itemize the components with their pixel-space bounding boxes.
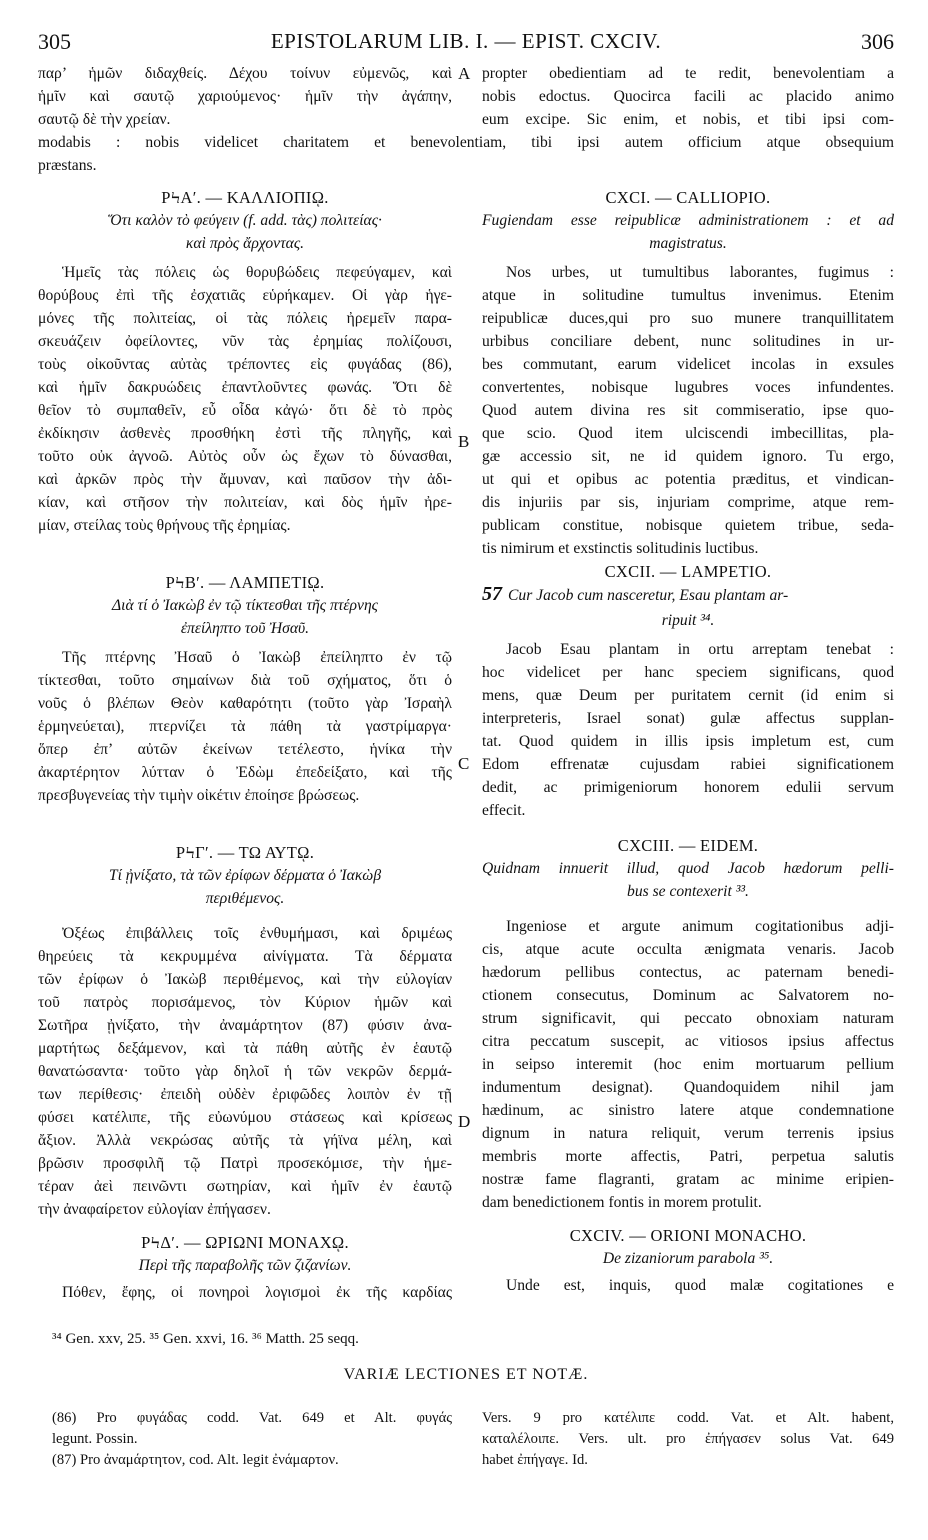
letter-subtitle: bus se contexerit ³³. xyxy=(627,883,749,900)
text-line: eum excipe. Sic enim, et nobis, et tibi ipsi com- xyxy=(482,111,894,128)
text-line: Edom effrenatæ cujusdam rabiei significationem xyxy=(482,756,894,773)
column-marker-b: B xyxy=(458,432,470,451)
text-line: σκευάζειν ὀφείλοντες, νῦν τὰς ἐρημίας πολίζουσι, xyxy=(38,333,452,350)
text-line: Ὀξέως ἐπιβάλλεις τοῖς ἐνθυμήμασι, καὶ δριμέως xyxy=(62,925,452,942)
text-line: ἡμῖν καὶ σαυτῷ χαριούμενος· ἡμῖν τὴν ἀγάπην, xyxy=(38,88,452,105)
letter-greek-192 xyxy=(38,571,452,807)
text-line: Quod autem divina res sit commiseratio, ipse quo- xyxy=(482,402,894,419)
greek-column xyxy=(38,62,452,1304)
text-line: θανατώσαντα· τοῦτο γὰρ δηλοῖ ἡ τῶν νεκρῶν δερμά- xyxy=(38,1063,452,1080)
text-line: τῶν ἐρίφων ὁ Ἰακὼβ περιθέμενος, καὶ τὴν εὐλογίαν xyxy=(38,971,452,988)
running-title: EPISTOLARUM LIB. I. — EPIST. CXCIV. xyxy=(270,29,662,53)
letter-subtitle: Fugiendam esse reipublicæ administrationem : et ad xyxy=(482,212,894,229)
text-line: Unde est, inquis, quod malæ cogitationes e xyxy=(506,1277,894,1294)
text-line: indumentum designat). Quandoquidem nihil jam xyxy=(482,1079,894,1096)
text-line: σαυτῷ δὲ τὴν χρείαν. xyxy=(38,111,171,128)
text-line: μίαν, στείλας τοὺς θρήνους τῆς ἐρημίας. xyxy=(38,517,291,534)
text-line: τὴν ἀναφαίρετον εὐλογίαν ἐπήγασεν. xyxy=(38,1201,271,1218)
text-line: τοῦτο οὐκ ἀγνοῶ. Αὐτὸς οὖν ὡς ἔχων τὸ δύνασθαι, xyxy=(38,448,452,465)
letter-greek-193 xyxy=(38,841,452,1221)
text-line: Σωτῆρα ᾐνίξατο, τὴν ἀναμάρτητον (87) φύσιν ἀνα- xyxy=(38,1017,452,1034)
text-line: tis nimirum et exstinctis solitudinis luctibus. xyxy=(482,540,759,557)
notes-left-column xyxy=(52,1408,452,1471)
text-line: dis injuriis par sis, injuriam comprime, atque rem- xyxy=(482,494,894,511)
text-line: τίκτεσθαι, τοῦτο σημαίνων διὰ τοῦ σχήματος, ὅτι ὁ xyxy=(38,672,452,689)
text-line: ὅπερ ἐπ’ αὐτῶν ἐκείνων τετέλεστο, ἡνίκα τὴν xyxy=(38,741,452,758)
text-line: Ἡμεῖς τὰς πόλεις ὡς θορυβώδεις πεφεύγαμεν, καὶ xyxy=(62,264,452,281)
text-line: convertentes, nobisque lugubres voces infundentes. xyxy=(482,379,894,396)
letter-heading: CXCII. — LAMPETIO. xyxy=(604,562,772,581)
text-line: cis, atque acute occulta ænigmata venaris. Jacob xyxy=(482,941,894,958)
chapter-number: 57 xyxy=(482,583,502,605)
text-line: nostræ fame flagranti, gratam ac minime eripien- xyxy=(482,1171,894,1188)
right-page-number: 306 xyxy=(861,29,894,54)
text-line: modabis : nobis videlicet charitatem et benevolentiam, tibi ipsi autem officium atque obsequium xyxy=(38,134,894,151)
text-line: θορύβους ἐπὶ τῆς ἐσχατιᾶς εὑρήκαμεν. Οἱ γὰρ ἡγε- xyxy=(38,287,452,304)
running-header xyxy=(38,30,894,60)
letter-heading: CXCIV. — ORIONI MONACHO. xyxy=(569,1226,807,1245)
text-line: τοῦ πατρὸς πορισάμενος, τὸν Κύριον ἡμῶν καὶ xyxy=(38,994,452,1011)
text-line: τέραν ἀεὶ πεινῶντι σωτηρίαν, καὶ ἡμῖν ἐν ἑαυτῷ xyxy=(38,1178,452,1195)
text-line: hædinum, ac sinistro latere atque condemnatione xyxy=(482,1102,894,1119)
letter-latin-194 xyxy=(482,1224,894,1297)
text-line: ἐκδίκησιν ἀσθενὲς προσθήκη ἐστὶ τῆς πληγῆς, καὶ xyxy=(38,425,452,442)
letter-heading: ΡϞΑʹ. — ΚΑΛΛΙΟΠΙῼ. xyxy=(161,188,329,207)
column-marker-d: D xyxy=(458,1112,471,1131)
column-marker-a: A xyxy=(458,64,471,83)
note-line: (87) Pro ἀναμάρτητον, cod. Alt. legit ἐνάμαρτον. xyxy=(52,1452,339,1468)
text-line: propter obedientiam ad te redit, benevolentiam a xyxy=(482,65,894,82)
text-line: reipublicæ duces,qui pro suo munere tranquillitatem xyxy=(482,310,894,327)
text-line: nobis edoctus. Quocirca facili ac placido animo xyxy=(482,88,894,105)
latin-column xyxy=(482,62,894,1297)
text-line: in seipso interemit (hoc enim mortuarum pellium xyxy=(482,1056,894,1073)
text-line: gæ accessio sit, ne id quidem ignoro. Tu ergo, xyxy=(482,448,894,465)
note-line: Vers. 9 pro κατέλιπε codd. Vat. et Alt. habent, xyxy=(482,1410,894,1426)
letter-subtitle: Τί ᾐνίξατο, τὰ τῶν ἐρίφων δέρματα ὁ Ἰακὼβ xyxy=(108,867,382,884)
text-line: tat. Quod quidem in illis ipsis impletum est, cum xyxy=(482,733,894,750)
letter-latin-191 xyxy=(482,186,894,560)
text-line: atque in solitudine tumultus invenimus. Etenim xyxy=(482,287,894,304)
text-line: των περίθεσις· ἐπειδὴ οὐδὲν ἐριφῶδες λοιπὸν ἐν τῇ xyxy=(38,1086,452,1103)
text-line: dam benedictionem fontis in morem protulit. xyxy=(482,1194,762,1211)
text-line: τοὺς οἰκοῦντας αὐτὰς τρέποντες εἰς φυγάδας (86), xyxy=(38,356,452,373)
text-line: citra peccatum suscepit, ac vitiosos ipsius affectus xyxy=(482,1033,894,1050)
letter-heading: ΡϞΓʹ. — ΤΩ ΑΥΤῼ. xyxy=(175,843,315,862)
text-line: καὶ ἀρκῶν πρὸς τὴν ἄμυναν, καὶ παῦσον τὴν ἀδι- xyxy=(38,471,452,488)
column-marker-c: C xyxy=(458,754,470,773)
text-line: μαρτήτως δεξάμενον, καὶ τὰ πάθη αὐτῆς ἐν ἑαυτῷ xyxy=(38,1040,452,1057)
text-line: ἑρμηνεύεται), πτερνίζει τὰ πάθη τὰ γαστρίμαργα· xyxy=(38,718,452,735)
letter-latin-193 xyxy=(482,834,894,1214)
text-line: ἀκαρτέρητον λύτταν ὁ Ἐδὼμ ἐπεδείξατο, καὶ τῆς xyxy=(38,764,452,781)
note-line: legunt. Possin. xyxy=(52,1431,138,1447)
text-line: urbibus conciliare debent, nunc solitudines in ur- xyxy=(482,333,894,350)
letter-subtitle: Διὰ τί ὁ Ἰακὼβ ἐν τῷ τίκτεσθαι τῆς πτέρνης xyxy=(111,597,379,614)
text-line: membris morte affectis, Patri, perpetua salutis xyxy=(482,1148,894,1165)
text-line: effecit. xyxy=(482,802,526,819)
text-line: mens, quæ Deum per puritatem cernit (id enim si xyxy=(482,687,894,704)
letter-greek-191 xyxy=(38,186,452,537)
letter-greek-194 xyxy=(38,1231,452,1304)
text-line: que scio. Quod item ulciscendi imbecillitas, pla- xyxy=(482,425,894,442)
letter-subtitle: Cur Jacob cum nasceretur, Esau plantam ar- xyxy=(508,587,789,604)
letter-heading: ΡϞΒʹ. — ΛΑΜΠΕΤΙῼ. xyxy=(165,573,325,592)
text-line: bes commutant, earum videlicet incolas in exsules xyxy=(482,356,894,373)
letter-heading: CXCI. — CALLIOPIO. xyxy=(605,188,771,207)
letter-subtitle: De zizaniorum parabola ³⁵. xyxy=(602,1250,774,1267)
letter-subtitle: Quidnam innuerit illud, quod Jacob hædorum pelli- xyxy=(482,860,894,877)
text-line: θεῖον τὸ συμπαθεῖν, εὖ οἶδα κἀγώ· ὅτι δὲ τὸ πρὸς xyxy=(38,402,452,419)
text-line: hoc videlicet per hanc speciem significans, quod xyxy=(482,664,894,681)
note-line: (86) Pro φυγάδας codd. Vat. 649 et Alt. φυγάς xyxy=(52,1410,452,1426)
text-line: Nos urbes, ut tumultibus laborantes, fugimus : xyxy=(506,264,894,281)
note-line: καταλέλοιπε. Vers. ult. pro ἐπήγασεν solus Vat. 649 xyxy=(482,1431,894,1447)
text-line: νοῦς ὁ βλέπων Θεὸν καθαρότητι (τοῦτο γὰρ Ἰσραὴλ xyxy=(38,695,452,712)
footnotes: ³⁴ Gen. xxv, 25. ³⁵ Gen. xxvi, 16. ³⁶ Matth. 25 seqq. xyxy=(52,1331,359,1347)
text-line: dedit, ac primigeniorum honorem edulii servum xyxy=(482,779,894,796)
text-line: κίαν, καὶ στῆσον τὴν πολιτείαν, καὶ δὸς ἡμῖν ἠρε- xyxy=(38,494,452,511)
text-line: μόνες τῆς πολιτείας, οἱ τὰς πόλεις ἠρεμεῖν παρα- xyxy=(38,310,452,327)
letter-subtitle: Περὶ τῆς παραβολῆς τῶν ζιζανίων. xyxy=(138,1257,352,1274)
text-line: θηρεύεις τὰ κεκρυμμένα αἰνίγματα. Τὰ δέρματα xyxy=(38,948,452,965)
text-line: καὶ ἡμῖν δακρυώδεις ἐπαντλοῦντες φωνάς. Ὅτι δὲ xyxy=(38,379,452,396)
letter-subtitle: Ὅτι καλὸν τὸ φεύγειν (f. add. τὰς) πολιτείας· xyxy=(108,212,382,229)
text-line: interpreteris, Israel sonat) gulæ affectus supplan- xyxy=(482,710,894,727)
text-line: strum significavit, qui peccato obnoxiam naturam xyxy=(482,1010,894,1027)
notes-right-column xyxy=(482,1408,894,1471)
text-line: Jacob Esau plantam in ortu arreptam tenebat : xyxy=(506,641,894,658)
note-line: habet ἐπήγαγε. Id. xyxy=(482,1452,588,1468)
text-line: publicam constitue, nobisque quietem tribue, seda- xyxy=(482,517,894,534)
text-line: Ingeniose et argute animum cogitationibus adji- xyxy=(506,918,894,935)
letter-subtitle: ἐπείληπτο τοῦ Ἠσαῦ. xyxy=(180,620,310,637)
text-line: βρῶσιν προσφιλῆ τῷ Πατρὶ προσεκόμισε, τὴν ἡμε- xyxy=(38,1155,452,1172)
letter-subtitle: καὶ πρὸς ἄρχοντας. xyxy=(185,235,305,252)
letter-subtitle: ripuit ³⁴. xyxy=(661,612,715,629)
text-line: πρεσβυγενείας τὴν τιμὴν οἰκέτιν ἐποίησε βρώσεως. xyxy=(38,787,360,804)
text-line: hædorum pellibus contectus, ac paternam benedi- xyxy=(482,964,894,981)
letter-latin-192 xyxy=(482,560,894,822)
text-line: ut qui et opibus ac potentia præditus, et vindican- xyxy=(482,471,894,488)
text-line: dignum in natura reliquit, verum terrenis ipsius xyxy=(482,1125,894,1142)
left-page-number: 305 xyxy=(38,29,71,54)
text-line: παρ’ ἡμῶν διδαχθείς. Δέχου τοίνυν εὐμενῶς, καὶ xyxy=(38,65,452,82)
notes-title: VARIÆ LECTIONES ET NOTÆ. xyxy=(343,1366,589,1383)
letter-heading: CXCIII. — EIDEM. xyxy=(617,836,759,855)
text-line: Πόθεν, ἔφης, οἱ πονηροὶ λογισμοὶ ἐκ τῆς καρδίας xyxy=(62,1284,452,1301)
text-line: præstans. xyxy=(38,157,97,174)
letter-subtitle: περιθέμενος. xyxy=(205,890,285,907)
letter-heading: ΡϞΔʹ. — ΩΡΙΩΝΙ ΜΟΝΑΧῼ. xyxy=(141,1233,349,1252)
text-line: φύσει κατέλιπε, τῆς εὐωνύμου στάσεως καὶ κρίσεως xyxy=(38,1109,452,1126)
text-line: ἄξιον. Ἀλλὰ νεκρώσας αὐτῆς τὰ γήϊνα μέλη, καὶ xyxy=(38,1132,452,1149)
letter-subtitle: magistratus. xyxy=(649,235,727,252)
text-line: Τῆς πτέρνης Ἠσαῦ ὁ Ἰακὼβ ἐπείληπτο ἐν τῷ xyxy=(62,649,452,666)
text-line: ctionem consecutus, Dominum ac Salvatorem no- xyxy=(482,987,894,1004)
